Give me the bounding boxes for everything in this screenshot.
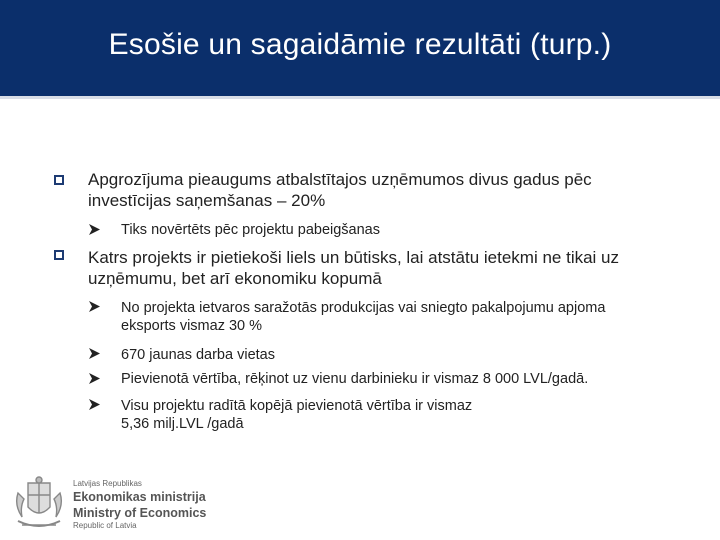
bullet-1-text: Apgrozījuma pieaugums atbalstītajos uzņēmumos divus gadus pēc investīcijas saņemšanas – 20%: [88, 170, 592, 210]
slide-title: Esošie un sagaidāmie rezultāti (turp.): [108, 28, 612, 61]
footer-line-4: Republic of Latvia: [73, 521, 137, 530]
coat-of-arms-icon: [10, 475, 68, 533]
bullet-2-sub-4: Visu projektu radītā kopējā pievienotā vērtība ir vismaz 5,36 milj.LVL /gadā: [121, 398, 473, 432]
arrow-bullet-icon: [88, 223, 102, 237]
bullet-2-sub-3: Pievienotā vērtība, rēķinot uz vienu darbinieku ir vismaz 8 000 LVL/gadā.: [121, 371, 589, 387]
arrow-bullet-icon: [88, 300, 102, 314]
footer-line-2: Ekonomikas ministrija: [73, 490, 206, 504]
ministry-logo-text: [73, 479, 206, 531]
arrow-bullet-icon: [88, 398, 102, 412]
title-bar: [0, 0, 720, 96]
bullet-2-sub-1: No projekta ietvaros saražotās produkcijas vai sniegto pakalpojumu apjoma eksports vismaz 30 %: [121, 300, 606, 334]
square-bullet-icon: [54, 250, 64, 260]
bullet-2-text: Katrs projekts ir pietiekoši liels un būtisks, lai atstātu ietekmi ne tikai uz uzņēmumu, bet arī ekonomiku kopumā: [88, 248, 620, 288]
arrow-bullet-icon: [88, 372, 102, 386]
footer-line-3: Ministry of Economics: [73, 506, 207, 520]
square-bullet-icon: [54, 175, 64, 185]
bullet-1-sub-1: Tiks novērtēts pēc projektu pabeigšanas: [121, 222, 380, 238]
footer-line-1: Latvijas Republikas: [73, 479, 142, 488]
title-divider: [0, 96, 720, 99]
bullet-2-sub-2: 670 jaunas darba vietas: [121, 347, 275, 363]
arrow-bullet-icon: [88, 347, 102, 361]
